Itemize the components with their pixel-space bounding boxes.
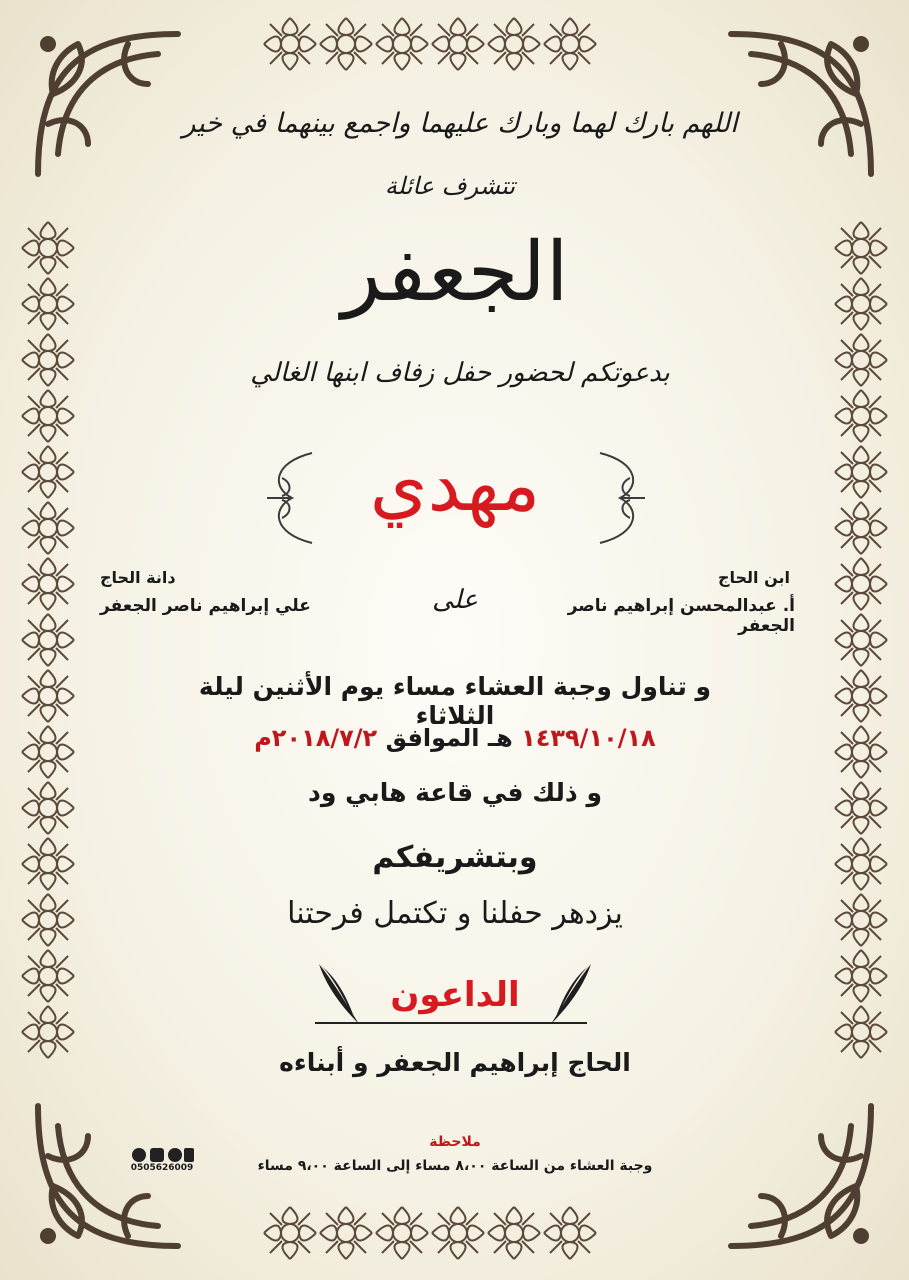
closing-line: يزدهر حفلنا و تكتمل فرحتنا xyxy=(287,896,623,931)
top-border-ornament xyxy=(262,16,648,72)
groom-father-name: أ. عبدالمحسن إبراهيم ناصر الجعفر xyxy=(567,596,795,636)
date-line xyxy=(250,724,660,752)
designer-phone: 0505626009 xyxy=(130,1163,194,1173)
right-quill-icon xyxy=(545,962,595,1026)
bride-father-label: دانة الحاج xyxy=(100,568,176,587)
bride-father-name: علي إبراهيم ناصر الجعفر xyxy=(100,596,311,616)
hosts-underline xyxy=(315,1022,587,1024)
left-scroll-ornament xyxy=(262,448,322,548)
hosts-title: الداعون xyxy=(390,975,520,1015)
hosts-names: الحاج إبراهيم الجعفر و أبناءه xyxy=(279,1048,631,1077)
note-title: ملاحظة xyxy=(429,1134,481,1150)
corner-ornament-bottom-right xyxy=(711,1086,891,1266)
honor-closing: وبتشريفكم xyxy=(372,840,538,875)
family-name: الجعفر xyxy=(341,225,569,320)
right-scroll-ornament xyxy=(590,448,650,548)
date-hijri: ١٤٣٩/١٠/١٨ xyxy=(521,724,656,752)
bottom-border-ornament xyxy=(262,1205,648,1261)
corner-ornament-top-left xyxy=(18,14,198,194)
connector-word: على xyxy=(432,585,478,615)
venue-line: و ذلك في قاعة هابي ود xyxy=(308,778,602,807)
date-connector: هـ الموافق xyxy=(385,724,513,752)
honor-line: تتشرف عائلة xyxy=(384,172,516,200)
right-border-ornament xyxy=(833,220,889,1080)
dinner-line: و تناول وجبة العشاء مساء يوم الأثنين ليلة الثلاثاء xyxy=(198,672,712,730)
note-text: وجبة العشاء من الساعة ٨،٠٠ مساء إلى الساعة ٩،٠٠ مساء xyxy=(257,1158,653,1174)
invitation-line: بدعوتكم لحضور حفل زفاف ابنها الغالي xyxy=(250,358,670,388)
blessing-prayer: اللهم بارك لهما وبارك عليهما واجمع بينهما في خير xyxy=(182,108,738,139)
date-gregorian: ٢٠١٨/٧/٢م xyxy=(254,724,378,752)
left-border-ornament xyxy=(20,220,76,1080)
groom-father-label: ابن الحاج xyxy=(717,568,790,587)
groom-name: مهدي xyxy=(369,442,541,528)
designer-logo-icon xyxy=(126,1140,198,1184)
corner-ornament-top-right xyxy=(711,14,891,194)
